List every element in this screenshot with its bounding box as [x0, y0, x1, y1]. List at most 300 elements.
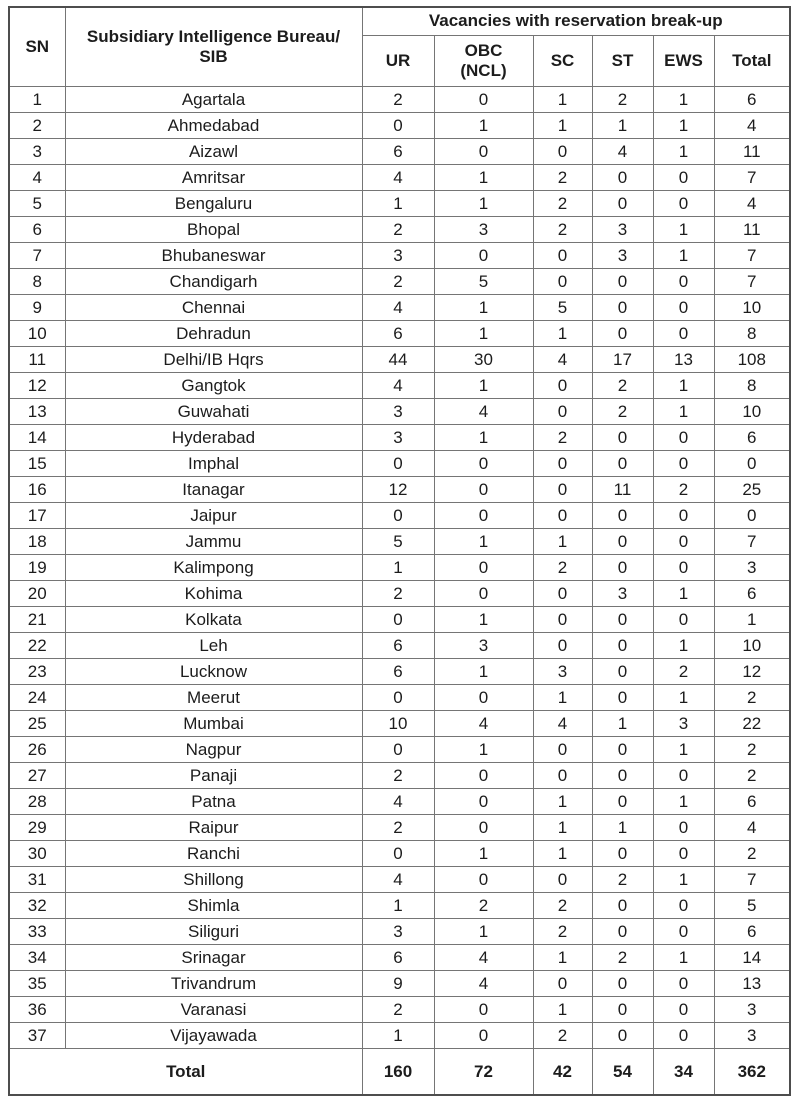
sc-cell: 0	[533, 763, 592, 789]
ews-cell: 2	[653, 477, 714, 503]
total-cell: 1	[714, 607, 790, 633]
ews-cell: 0	[653, 1023, 714, 1049]
ur-cell: 0	[362, 737, 434, 763]
st-cell: 0	[592, 789, 653, 815]
ews-cell: 0	[653, 815, 714, 841]
obc-ncl-cell: 0	[434, 477, 533, 503]
table-row	[9, 711, 790, 737]
sn-cell: 17	[9, 503, 65, 529]
st-cell: 0	[592, 529, 653, 555]
sc-cell: 1	[533, 113, 592, 139]
col-header-st: ST	[592, 36, 653, 87]
sc-cell: 1	[533, 321, 592, 347]
sc-cell: 0	[533, 139, 592, 165]
sib-cell: Itanagar	[65, 477, 362, 503]
sib-cell: Bhopal	[65, 217, 362, 243]
sib-cell: Panaji	[65, 763, 362, 789]
table-row	[9, 373, 790, 399]
obc-ncl-cell: 4	[434, 971, 533, 997]
obc-ncl-cell: 0	[434, 243, 533, 269]
table-row	[9, 87, 790, 113]
table-row	[9, 269, 790, 295]
total-cell: 2	[714, 685, 790, 711]
ews-cell: 0	[653, 555, 714, 581]
st-cell: 0	[592, 737, 653, 763]
st-cell: 1	[592, 815, 653, 841]
table-row	[9, 399, 790, 425]
col-header-obc-ncl	[434, 36, 533, 87]
ews-cell: 0	[653, 191, 714, 217]
sn-cell: 20	[9, 581, 65, 607]
total-cell: 10	[714, 633, 790, 659]
st-cell: 0	[592, 763, 653, 789]
total-cell: 7	[714, 165, 790, 191]
ews-cell: 1	[653, 87, 714, 113]
sn-cell: 31	[9, 867, 65, 893]
sc-cell: 0	[533, 243, 592, 269]
group-header-vacancies: Vacancies with reservation break-up	[362, 7, 790, 36]
st-cell: 0	[592, 1023, 653, 1049]
header-row-group	[9, 7, 790, 36]
ews-cell: 1	[653, 789, 714, 815]
table-row	[9, 503, 790, 529]
sn-cell: 19	[9, 555, 65, 581]
vacancy-table	[8, 6, 791, 1096]
total-cell: 4	[714, 113, 790, 139]
st-cell: 0	[592, 893, 653, 919]
ur-cell: 1	[362, 191, 434, 217]
sc-cell: 0	[533, 503, 592, 529]
ur-cell: 44	[362, 347, 434, 373]
sc-cell: 0	[533, 737, 592, 763]
obc-ncl-cell: 0	[434, 763, 533, 789]
table-row	[9, 425, 790, 451]
ur-cell: 3	[362, 425, 434, 451]
obc-ncl-cell: 1	[434, 113, 533, 139]
ur-cell: 0	[362, 685, 434, 711]
ur-cell: 4	[362, 867, 434, 893]
obc-ncl-cell: 3	[434, 217, 533, 243]
sn-cell: 34	[9, 945, 65, 971]
table-row	[9, 737, 790, 763]
sc-cell: 4	[533, 711, 592, 737]
obc-ncl-cell: 4	[434, 945, 533, 971]
col-header-obc-line2: (NCL)	[460, 61, 507, 80]
st-cell: 0	[592, 165, 653, 191]
total-cell: 14	[714, 945, 790, 971]
total-cell: 6	[714, 87, 790, 113]
sc-cell: 2	[533, 555, 592, 581]
table-row	[9, 113, 790, 139]
col-header-sn: SN	[9, 7, 65, 87]
sib-cell: Srinagar	[65, 945, 362, 971]
total-sc-cell: 42	[533, 1049, 592, 1096]
total-cell: 2	[714, 763, 790, 789]
sc-cell: 0	[533, 477, 592, 503]
table-header	[9, 7, 790, 87]
sn-cell: 14	[9, 425, 65, 451]
total-cell: 0	[714, 451, 790, 477]
sc-cell: 1	[533, 997, 592, 1023]
sc-cell: 0	[533, 581, 592, 607]
sib-cell: Agartala	[65, 87, 362, 113]
sib-cell: Kalimpong	[65, 555, 362, 581]
ews-cell: 0	[653, 503, 714, 529]
table-row	[9, 685, 790, 711]
sc-cell: 2	[533, 165, 592, 191]
obc-ncl-cell: 1	[434, 165, 533, 191]
total-cell: 6	[714, 919, 790, 945]
obc-ncl-cell: 30	[434, 347, 533, 373]
ews-cell: 1	[653, 243, 714, 269]
sib-cell: Gangtok	[65, 373, 362, 399]
ur-cell: 3	[362, 243, 434, 269]
ews-cell: 0	[653, 997, 714, 1023]
total-cell: 10	[714, 399, 790, 425]
obc-ncl-cell: 1	[434, 191, 533, 217]
obc-ncl-cell: 0	[434, 503, 533, 529]
total-cell: 7	[714, 529, 790, 555]
ur-cell: 0	[362, 503, 434, 529]
table-row	[9, 165, 790, 191]
table-row	[9, 971, 790, 997]
sn-cell: 27	[9, 763, 65, 789]
table-row	[9, 243, 790, 269]
ews-cell: 0	[653, 451, 714, 477]
total-cell: 7	[714, 867, 790, 893]
sib-cell: Meerut	[65, 685, 362, 711]
ur-cell: 6	[362, 321, 434, 347]
sc-cell: 0	[533, 971, 592, 997]
st-cell: 0	[592, 451, 653, 477]
ews-cell: 3	[653, 711, 714, 737]
ews-cell: 1	[653, 581, 714, 607]
total-cell: 6	[714, 789, 790, 815]
table-row	[9, 919, 790, 945]
ur-cell: 1	[362, 893, 434, 919]
total-cell: 3	[714, 1023, 790, 1049]
ur-cell: 0	[362, 841, 434, 867]
table-row	[9, 139, 790, 165]
ews-cell: 1	[653, 139, 714, 165]
sib-cell: Chennai	[65, 295, 362, 321]
ur-cell: 3	[362, 399, 434, 425]
sn-cell: 5	[9, 191, 65, 217]
obc-ncl-cell: 0	[434, 685, 533, 711]
sn-cell: 12	[9, 373, 65, 399]
st-cell: 17	[592, 347, 653, 373]
sn-cell: 13	[9, 399, 65, 425]
ur-cell: 10	[362, 711, 434, 737]
st-cell: 1	[592, 113, 653, 139]
obc-ncl-cell: 0	[434, 139, 533, 165]
sn-cell: 3	[9, 139, 65, 165]
sc-cell: 0	[533, 633, 592, 659]
ur-cell: 0	[362, 607, 434, 633]
total-obc-cell: 72	[434, 1049, 533, 1096]
table-footer	[9, 1049, 790, 1096]
table-row	[9, 763, 790, 789]
total-cell: 13	[714, 971, 790, 997]
col-header-obc-line1: OBC	[464, 40, 503, 60]
obc-ncl-cell: 1	[434, 737, 533, 763]
sib-cell: Patna	[65, 789, 362, 815]
col-header-sc: SC	[533, 36, 592, 87]
ews-cell: 0	[653, 971, 714, 997]
sc-cell: 2	[533, 217, 592, 243]
st-cell: 2	[592, 87, 653, 113]
st-cell: 0	[592, 919, 653, 945]
ews-cell: 0	[653, 893, 714, 919]
sib-cell: Vijayawada	[65, 1023, 362, 1049]
total-cell: 8	[714, 373, 790, 399]
ur-cell: 3	[362, 919, 434, 945]
ews-cell: 1	[653, 113, 714, 139]
col-header-ur: UR	[362, 36, 434, 87]
total-cell: 4	[714, 191, 790, 217]
sc-cell: 4	[533, 347, 592, 373]
sc-cell: 1	[533, 685, 592, 711]
ur-cell: 0	[362, 451, 434, 477]
ur-cell: 6	[362, 139, 434, 165]
sib-cell: Shillong	[65, 867, 362, 893]
st-cell: 3	[592, 217, 653, 243]
ews-cell: 0	[653, 607, 714, 633]
table-row	[9, 945, 790, 971]
table-row	[9, 997, 790, 1023]
ur-cell: 5	[362, 529, 434, 555]
ews-cell: 1	[653, 867, 714, 893]
sc-cell: 0	[533, 399, 592, 425]
sc-cell: 2	[533, 425, 592, 451]
ur-cell: 4	[362, 165, 434, 191]
ur-cell: 9	[362, 971, 434, 997]
total-cell: 25	[714, 477, 790, 503]
st-cell: 0	[592, 503, 653, 529]
obc-ncl-cell: 0	[434, 789, 533, 815]
obc-ncl-cell: 0	[434, 87, 533, 113]
sn-cell: 24	[9, 685, 65, 711]
obc-ncl-cell: 1	[434, 373, 533, 399]
sc-cell: 2	[533, 1023, 592, 1049]
st-cell: 0	[592, 555, 653, 581]
sc-cell: 1	[533, 789, 592, 815]
st-cell: 0	[592, 269, 653, 295]
sib-cell: Bhubaneswar	[65, 243, 362, 269]
sn-cell: 35	[9, 971, 65, 997]
sc-cell: 0	[533, 867, 592, 893]
sib-cell: Delhi/IB Hqrs	[65, 347, 362, 373]
sn-cell: 8	[9, 269, 65, 295]
obc-ncl-cell: 0	[434, 451, 533, 477]
sc-cell: 0	[533, 451, 592, 477]
obc-ncl-cell: 0	[434, 581, 533, 607]
ur-cell: 4	[362, 295, 434, 321]
st-cell: 0	[592, 971, 653, 997]
ur-cell: 1	[362, 555, 434, 581]
ews-cell: 0	[653, 269, 714, 295]
table-row	[9, 841, 790, 867]
sn-cell: 18	[9, 529, 65, 555]
sn-cell: 4	[9, 165, 65, 191]
obc-ncl-cell: 1	[434, 295, 533, 321]
table-row	[9, 659, 790, 685]
sn-cell: 36	[9, 997, 65, 1023]
ur-cell: 2	[362, 581, 434, 607]
sn-cell: 10	[9, 321, 65, 347]
sc-cell: 0	[533, 269, 592, 295]
sc-cell: 0	[533, 607, 592, 633]
obc-ncl-cell: 1	[434, 321, 533, 347]
sib-cell: Jammu	[65, 529, 362, 555]
col-header-sib-line1: Subsidiary Intelligence Bureau/	[86, 26, 341, 46]
st-cell: 0	[592, 191, 653, 217]
sib-cell: Nagpur	[65, 737, 362, 763]
ews-cell: 1	[653, 685, 714, 711]
ur-cell: 6	[362, 633, 434, 659]
total-cell: 11	[714, 139, 790, 165]
col-header-sib-line2: SIB	[199, 47, 228, 66]
obc-ncl-cell: 4	[434, 399, 533, 425]
st-cell: 2	[592, 945, 653, 971]
sib-cell: Lucknow	[65, 659, 362, 685]
table-row	[9, 789, 790, 815]
sn-cell: 25	[9, 711, 65, 737]
obc-ncl-cell: 2	[434, 893, 533, 919]
ur-cell: 2	[362, 815, 434, 841]
obc-ncl-cell: 1	[434, 841, 533, 867]
total-cell: 6	[714, 425, 790, 451]
ur-cell: 1	[362, 1023, 434, 1049]
sn-cell: 11	[9, 347, 65, 373]
sc-cell: 2	[533, 191, 592, 217]
sn-cell: 29	[9, 815, 65, 841]
sn-cell: 1	[9, 87, 65, 113]
ews-cell: 13	[653, 347, 714, 373]
obc-ncl-cell: 0	[434, 555, 533, 581]
sib-cell: Dehradun	[65, 321, 362, 347]
table-row	[9, 581, 790, 607]
st-cell: 2	[592, 867, 653, 893]
obc-ncl-cell: 1	[434, 425, 533, 451]
total-cell: 7	[714, 269, 790, 295]
st-cell: 0	[592, 295, 653, 321]
st-cell: 11	[592, 477, 653, 503]
sib-cell: Trivandrum	[65, 971, 362, 997]
sn-cell: 28	[9, 789, 65, 815]
sib-cell: Chandigarh	[65, 269, 362, 295]
sn-cell: 15	[9, 451, 65, 477]
sn-cell: 32	[9, 893, 65, 919]
st-cell: 3	[592, 581, 653, 607]
table-row	[9, 295, 790, 321]
total-cell: 12	[714, 659, 790, 685]
sn-cell: 33	[9, 919, 65, 945]
st-cell: 0	[592, 841, 653, 867]
st-cell: 0	[592, 425, 653, 451]
ur-cell: 6	[362, 945, 434, 971]
ews-cell: 0	[653, 763, 714, 789]
sib-cell: Imphal	[65, 451, 362, 477]
st-cell: 2	[592, 399, 653, 425]
sib-cell: Amritsar	[65, 165, 362, 191]
sib-cell: Aizawl	[65, 139, 362, 165]
st-cell: 2	[592, 373, 653, 399]
ur-cell: 2	[362, 87, 434, 113]
table-row	[9, 607, 790, 633]
table-row	[9, 555, 790, 581]
table-row	[9, 893, 790, 919]
st-cell: 0	[592, 607, 653, 633]
table-row	[9, 347, 790, 373]
total-cell: 4	[714, 815, 790, 841]
sn-cell: 6	[9, 217, 65, 243]
sc-cell: 2	[533, 893, 592, 919]
total-cell: 3	[714, 555, 790, 581]
obc-ncl-cell: 0	[434, 815, 533, 841]
sib-cell: Guwahati	[65, 399, 362, 425]
col-header-sib	[65, 7, 362, 87]
sib-cell: Siliguri	[65, 919, 362, 945]
total-cell: 10	[714, 295, 790, 321]
sc-cell: 1	[533, 87, 592, 113]
sib-cell: Jaipur	[65, 503, 362, 529]
obc-ncl-cell: 0	[434, 997, 533, 1023]
ews-cell: 1	[653, 217, 714, 243]
obc-ncl-cell: 1	[434, 659, 533, 685]
st-cell: 3	[592, 243, 653, 269]
table-row	[9, 1023, 790, 1049]
obc-ncl-cell: 1	[434, 919, 533, 945]
sib-cell: Hyderabad	[65, 425, 362, 451]
col-header-total: Total	[714, 36, 790, 87]
table-row	[9, 217, 790, 243]
sc-cell: 3	[533, 659, 592, 685]
sc-cell: 0	[533, 373, 592, 399]
st-cell: 0	[592, 321, 653, 347]
obc-ncl-cell: 1	[434, 607, 533, 633]
total-cell: 7	[714, 243, 790, 269]
obc-ncl-cell: 1	[434, 529, 533, 555]
sc-cell: 2	[533, 919, 592, 945]
total-st-cell: 54	[592, 1049, 653, 1096]
table-row	[9, 191, 790, 217]
obc-ncl-cell: 3	[434, 633, 533, 659]
sn-cell: 23	[9, 659, 65, 685]
ews-cell: 0	[653, 841, 714, 867]
total-cell: 22	[714, 711, 790, 737]
total-cell: 6	[714, 581, 790, 607]
sn-cell: 16	[9, 477, 65, 503]
sn-cell: 9	[9, 295, 65, 321]
obc-ncl-cell: 4	[434, 711, 533, 737]
sn-cell: 26	[9, 737, 65, 763]
ur-cell: 12	[362, 477, 434, 503]
ews-cell: 1	[653, 737, 714, 763]
st-cell: 0	[592, 997, 653, 1023]
total-cell: 11	[714, 217, 790, 243]
ews-cell: 0	[653, 919, 714, 945]
sn-cell: 7	[9, 243, 65, 269]
ur-cell: 4	[362, 789, 434, 815]
sc-cell: 1	[533, 841, 592, 867]
table-body	[9, 87, 790, 1049]
ur-cell: 2	[362, 269, 434, 295]
total-row	[9, 1049, 790, 1096]
table-row	[9, 633, 790, 659]
total-cell: 2	[714, 737, 790, 763]
st-cell: 4	[592, 139, 653, 165]
